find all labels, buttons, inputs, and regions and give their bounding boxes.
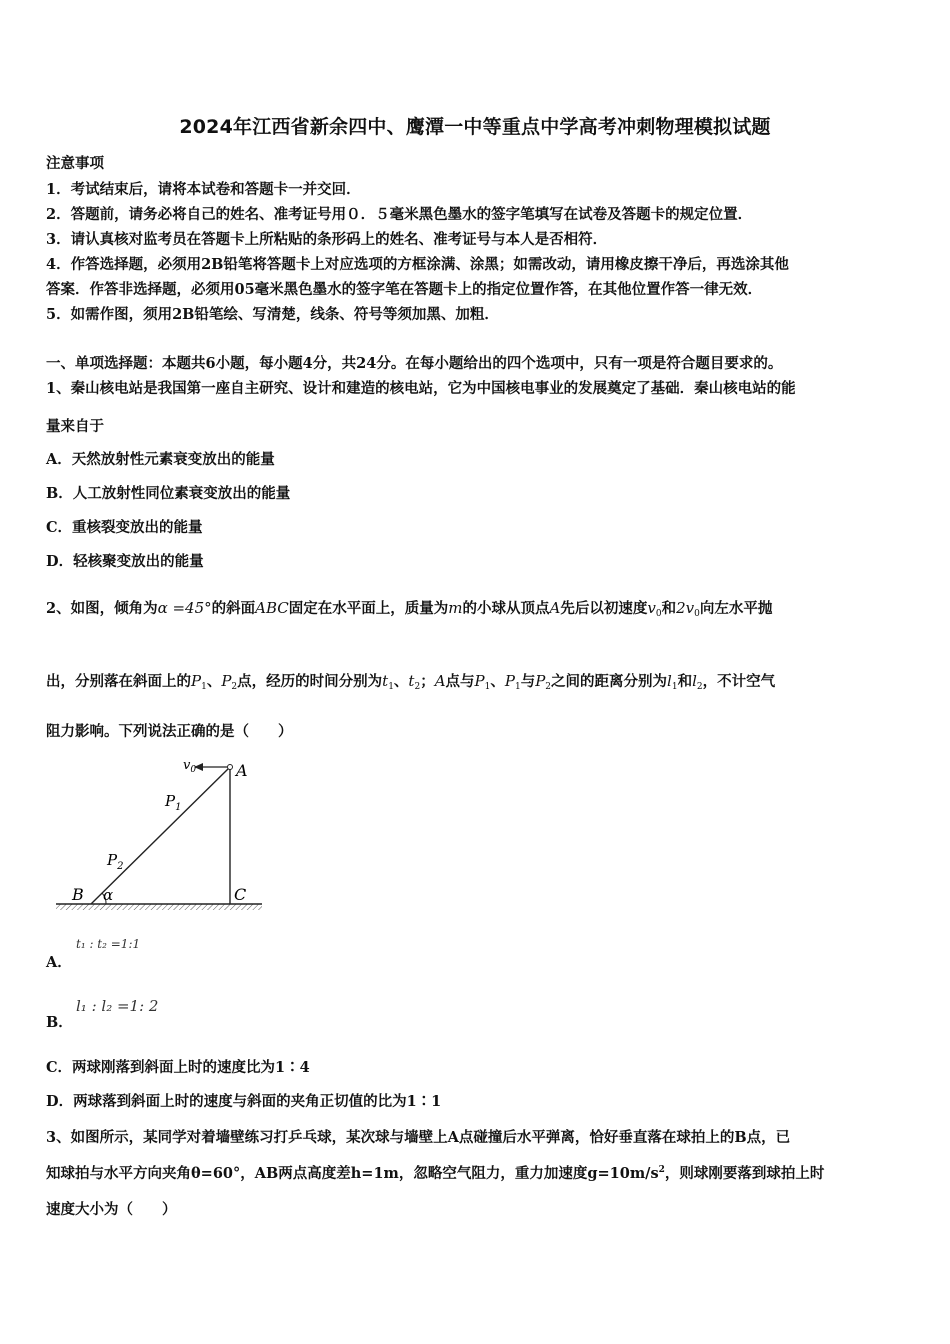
notice-item: 3．请认真核对监考员在答题卡上所粘贴的条形码上的姓名、准考证号与本人是否相符． <box>46 231 608 248</box>
question-2-stem-line2: 出，分别落在斜面上的$P_1$、$P_2$点，经历的时间分别为$t_1$、$t_2$；A点与$P_1$、$P_1$与$P_2$之间的距离分别为$l_1$和$l_2$，不计空气 <box>46 672 776 692</box>
slope-line <box>91 767 230 904</box>
angle-alpha: α =45° <box>157 599 212 617</box>
page-title: 2024年江西省新余四中、鹰潭一中等重点中学高考冲刺物理模拟试题 <box>179 116 771 138</box>
q2-text: 固定在水平面上，质量为 <box>288 600 449 617</box>
q2-text: 的小球从顶点 <box>462 600 550 617</box>
question-3-stem-line3: 速度大小为（ ） <box>46 1201 177 1218</box>
distance-l1: $l_1$ <box>667 672 678 692</box>
question-2-option-a-math: t₁ : t₂ =1:1 <box>76 937 141 951</box>
question-2-option-c: C．两球刚落到斜面上时的速度比为1∶4 <box>46 1059 310 1076</box>
point-a: A <box>549 599 561 617</box>
q2-text: 和 <box>661 600 677 617</box>
time-t1: $t_1$ <box>382 672 394 692</box>
question-1-option-b: B．人工放射性同位素衰变放出的能量 <box>46 485 291 502</box>
notice-item: 2．答题前，请务必将自己的姓名、准考证号用０．５毫米黑色墨水的签字笔填写在试卷及答题卡的规定位置． <box>46 206 753 223</box>
question-1-stem: 1、秦山核电站是我国第一座自主研究、设计和建造的核电站，它为中国核电事业的发展奠定了基础．秦山核电站的能 <box>46 380 796 397</box>
time-t2: $t_2$ <box>408 672 421 692</box>
question-2-option-b-letter: B． <box>46 1014 73 1031</box>
point-p1: $P_1$ <box>191 672 207 692</box>
q2-text: 2、如图，倾角为 <box>46 600 158 617</box>
q2-text: 向左水平抛 <box>699 600 773 617</box>
q2-text: 的斜面 <box>211 600 256 617</box>
question-2-stem-line3: 阻力影响。下列说法正确的是（ ） <box>46 723 293 740</box>
ground-hatch <box>56 904 262 910</box>
label-v0: $v_0$ <box>183 758 197 775</box>
mass-m: m <box>448 599 463 617</box>
question-1-option-c: C．重核裂变放出的能量 <box>46 519 203 536</box>
notice-item: 4．作答选择题，必须用2B铅笔将答题卡上对应选项的方框涂满、涂黑；如需改动，请用橡皮擦干净后，再选涂其他 <box>46 256 789 273</box>
notice-item: 答案．作答非选择题，必须用05毫米黑色墨水的签字笔在答题卡上的指定位置作答，在其他位置作答一律无效． <box>46 281 763 298</box>
label-c: C <box>234 885 247 904</box>
velocity-v0: $v_0$ <box>647 599 662 619</box>
question-1-option-d: D．轻核聚变放出的能量 <box>46 553 204 570</box>
label-p2: $P_2$ <box>107 851 124 872</box>
label-p1: $P_1$ <box>165 792 182 813</box>
question-3-stem-line2: 知球拍与水平方向夹角θ=60°，AB两点高度差h=1m，忽略空气阻力，重力加速度$g=10m/s^2$，则球刚要落到球拍上时 <box>46 1165 825 1182</box>
point-p2: $P_2$ <box>221 672 238 692</box>
question-2-option-d: D．两球落到斜面上时的速度与斜面的夹角正切值的比为1∶1 <box>46 1093 442 1110</box>
question-1-stem-cont: 量来自于 <box>46 418 104 435</box>
notice-heading: 注意事项 <box>46 155 104 172</box>
section-heading: 一、单项选择题：本题共6小题，每小题4分，共24分。在每小题给出的四个选项中，只有一项是符合题目要求的。 <box>46 355 783 372</box>
question-1-option-a: A．天然放射性元素衰变放出的能量 <box>46 451 275 468</box>
point-a-dot <box>228 765 233 770</box>
question-3-stem-line1: 3、如图所示，某同学对着墙壁练习打乒乓球，某次球与墙壁上A点碰撞后水平弹离，恰好垂直落在球拍上的B点，已 <box>46 1129 791 1146</box>
label-alpha: α <box>103 886 114 904</box>
label-b: B <box>72 885 84 904</box>
q2-text: 先后以初速度 <box>560 600 648 617</box>
distance-l2: $l_2$ <box>692 672 703 692</box>
question-2-stem-line1 <box>46 597 910 619</box>
notice-item: 1．考试结束后，请将本试卷和答题卡一并交回． <box>46 181 361 198</box>
question-2-option-b-math: l₁ : l₂ =1: 2 <box>76 997 159 1015</box>
velocity-2v0: $2v_0$ <box>676 599 700 619</box>
slope-abc: ABC <box>255 599 289 617</box>
incline-figure <box>54 752 266 914</box>
question-2-option-a-letter: A． <box>46 954 72 971</box>
label-a: A <box>236 761 248 780</box>
notice-item: 5．如需作图，须用2B铅笔绘、写清楚，线条、符号等须加黑、加粗． <box>46 306 499 323</box>
